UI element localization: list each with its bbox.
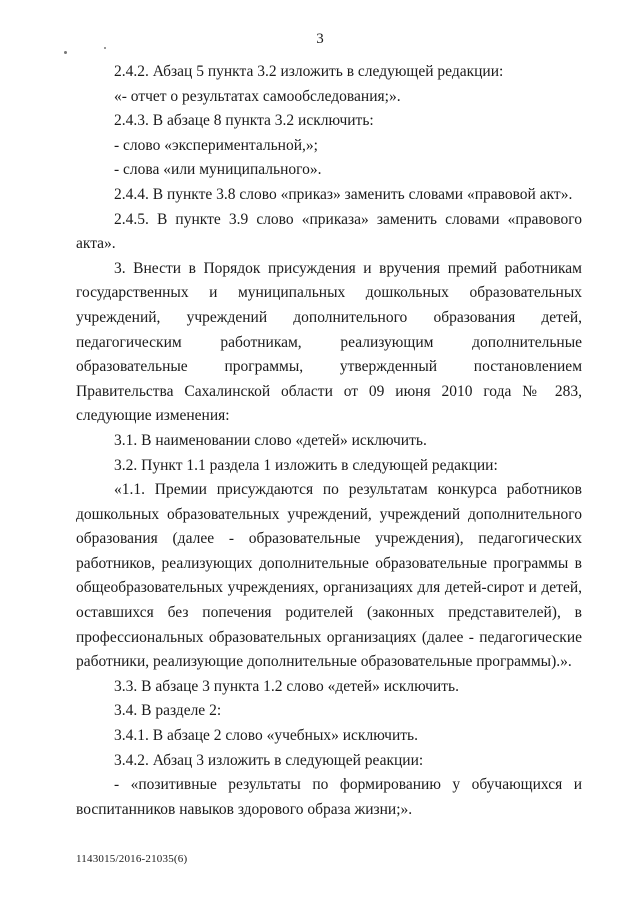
paragraph-3-4: 3.4. В разделе 2: — [114, 702, 222, 720]
paragraph-words-municipal: - слова «или муниципального». — [114, 161, 322, 179]
paragraph-3-4-1: 3.4.1. В абзаце 2 слово «учебных» исключить. — [114, 727, 418, 745]
paragraph-quote-self-examination: «- отчет о результатах самообследования;». — [114, 87, 401, 105]
paragraph-word-experimental: - слово «экспериментальной,»; — [114, 136, 318, 154]
paragraph-3: 3. Внести в Порядок присуждения и вручения премий работникам государственных и муниципальных дошкольных образовательных учреждений, учреждений дополнительного образования детей, педагогическим работникам, реализующим дополнительные образовательные программы, утвержденный постановлением Правительства Сахалинской области от 09 июня 2010 года № 283, следующие изменения: — [76, 259, 582, 425]
paragraph-quote-1-1: «1.1. Премии присуждаются по результатам конкурса работников дошкольных образовательных учреждений, учреждений дополнительного образования (далее - образовательные учреждения), педагогических работников, реализующих дополнительные образовательные программы в общеобразовательных учреждениях, организациях для детей-сирот и детей, оставшихся без попечения родителей (законных представителей), в профессиональных образовательных организациях (далее - педагогические работники, реализующие дополнительные образовательные программы).». — [76, 481, 582, 671]
paragraph-3-1: 3.1. В наименовании слово «детей» исключить. — [114, 431, 427, 449]
paragraph-quote-healthy-lifestyle: - «позитивные результаты по формированию у обучающихся и воспитанников навыков здорового образа жизни;». — [76, 776, 582, 818]
paragraph-2-4-4: 2.4.4. В пункте 3.8 слово «приказ» заменить словами «правовой акт». — [114, 185, 573, 203]
scan-speck — [64, 51, 67, 54]
document-registration-code: 1143015/2016-21035(6) — [76, 853, 188, 865]
document-body — [76, 60, 582, 822]
paragraph-3-2: 3.2. Пункт 1.1 раздела 1 изложить в следующей редакции: — [114, 456, 498, 474]
paragraph-3-3: 3.3. В абзаце 3 пункта 1.2 слово «детей» исключить. — [114, 677, 459, 695]
paragraph-2-4-5: 2.4.5. В пункте 3.9 слово «приказа» заменить словами «правового акта». — [76, 210, 582, 253]
page-number: 3 — [316, 31, 324, 47]
paragraph-3-4-2: 3.4.2. Абзац 3 изложить в следующей реакции: — [114, 751, 424, 769]
paragraph-2-4-2: 2.4.2. Абзац 5 пункта 3.2 изложить в следующей редакции: — [114, 63, 504, 80]
paragraph-2-4-3: 2.4.3. В абзаце 8 пункта 3.2 исключить: — [114, 112, 374, 130]
